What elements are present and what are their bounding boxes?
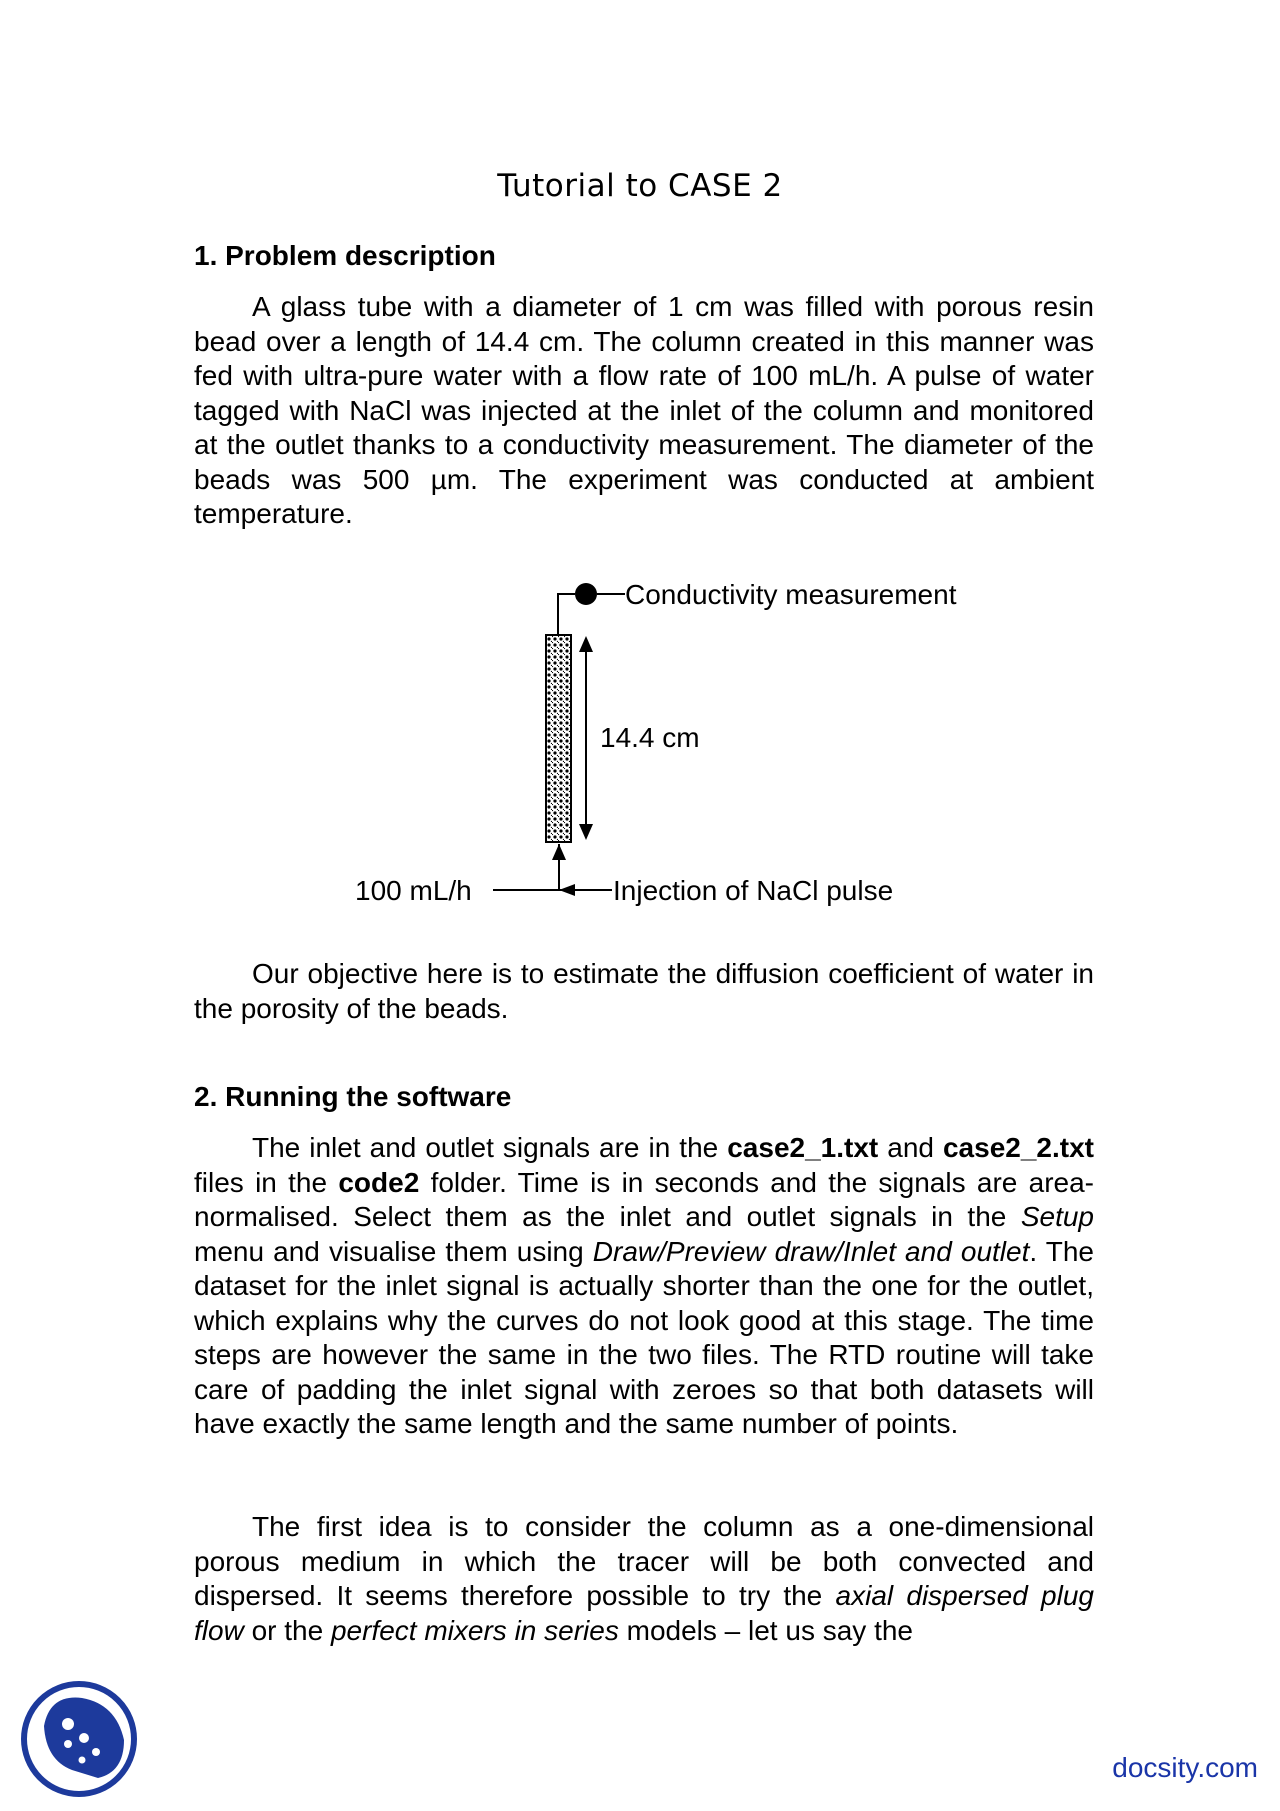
filename-inlet: case2_1.txt xyxy=(727,1132,879,1163)
problem-text: A glass tube with a diameter of 1 cm was filled with porous resin bead over a length of 14.4 cm. The column created in this manner was fed with ultra-pure water with a flow rate of 100 mL/h. A pulse of water tagged with NaCl was injected at the inlet of the column and monitored at the outlet thanks to a conductivity measurement. The diameter of the beads was 500 µm. The experiment was conducted at ambient temperature. xyxy=(194,291,1094,529)
length-arrow-head-top xyxy=(579,636,593,652)
text-run: folder. Time is in seconds and the signals are area-normalised. Select them as the inlet and outlet signals in the xyxy=(194,1166,1094,1232)
text-run: menu and visualise them using xyxy=(194,1235,593,1267)
model-name-dispersed: axial dispersed plug flow xyxy=(194,1580,1094,1646)
problem-paragraph xyxy=(194,290,1094,532)
docsity-logo-icon xyxy=(20,1680,138,1798)
text-run: and xyxy=(878,1132,943,1163)
text-run: The inlet and outlet signals are in the xyxy=(252,1132,728,1163)
text-run: The first idea is to consider the column as a one-dimensional porous medium in which the tracer will be both convected and dispersed. It seems therefore possible to try the xyxy=(194,1511,1094,1611)
injection-arrow-head xyxy=(559,884,575,896)
folder-name: code2 xyxy=(338,1166,420,1198)
outlet-pipe xyxy=(558,594,575,635)
text-run: . The dataset for the inlet signal is actually shorter than the one for the outlet, which explains why the curves do not look good at this stage. The time steps are however the same in the two files. The RTD routine will take care of padding the inlet signal with zeroes so that both datasets will have exactly the same length and the same number of points. xyxy=(194,1235,1094,1439)
packed-column xyxy=(546,635,571,842)
length-arrow-head-bottom xyxy=(579,824,593,840)
column-diagram xyxy=(0,570,1280,910)
text-run: files in the xyxy=(194,1166,339,1198)
section-heading-software: 2. Running the software xyxy=(194,1081,512,1112)
model-name-mixers: perfect mixers in series xyxy=(330,1614,619,1646)
menu-name-setup: Setup xyxy=(1020,1201,1094,1232)
conductivity-label: Conductivity measurement xyxy=(625,579,957,610)
objective-text: Our objective here is to estimate the diffusion coefficient of water in the porosity of the beads. xyxy=(194,958,1094,1024)
injection-label: Injection of NaCl pulse xyxy=(613,875,894,906)
conductivity-sensor-icon xyxy=(575,583,597,605)
text-run: models – let us say the xyxy=(618,1614,913,1646)
filename-outlet: case2_2.txt xyxy=(942,1132,1094,1163)
section-heading-problem: 1. Problem description xyxy=(194,240,496,271)
menu-path-draw: Draw/Preview draw/Inlet and outlet xyxy=(592,1235,1030,1267)
flow-rate-label: 100 mL/h xyxy=(355,875,472,906)
page-title: Tutorial to CASE 2 xyxy=(497,168,783,204)
inlet-arrow-head xyxy=(552,844,566,860)
text-run: or the xyxy=(243,1614,331,1646)
objective-paragraph xyxy=(194,957,1094,1026)
docsity-brand-link[interactable]: docsity.com xyxy=(1112,1752,1258,1783)
software-paragraph-1 xyxy=(194,1131,1094,1442)
software-paragraph-2 xyxy=(194,1510,1094,1648)
length-label: 14.4 cm xyxy=(600,722,700,753)
